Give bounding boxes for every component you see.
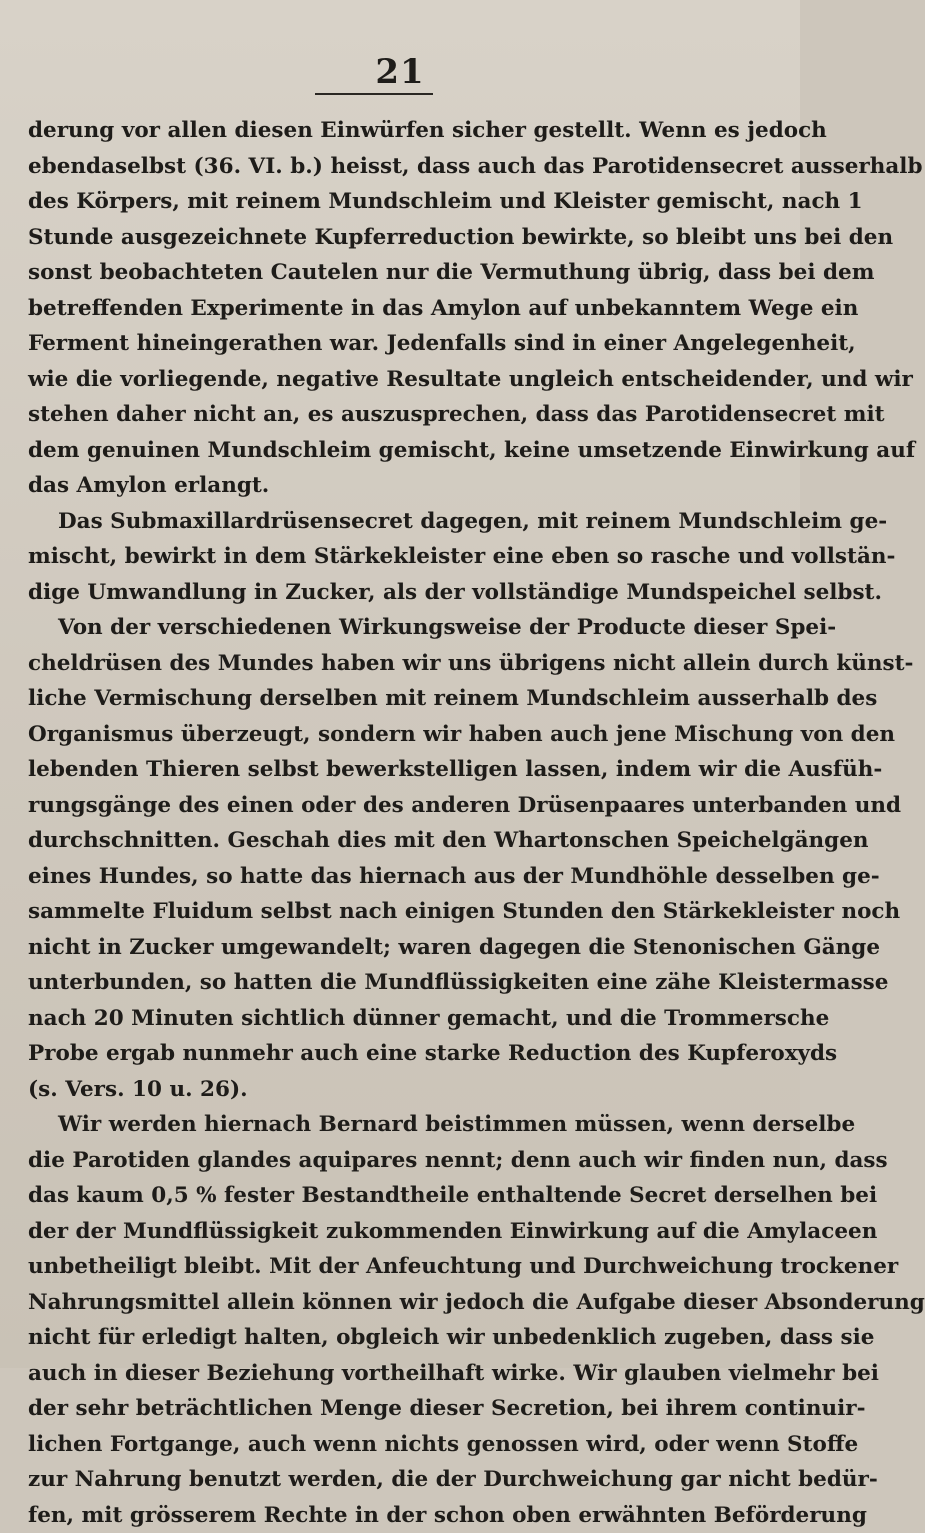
text-line: Stunde ausgezeichnete Kupferreduction bewirkte, so bleibt uns bei den	[28, 220, 794, 256]
text-line: (s. Vers. 10 u. 26).	[28, 1072, 794, 1108]
text-line: unterbunden, so hatten die Mundflüssigkeiten eine zähe Kleistermasse	[28, 965, 794, 1001]
text-line: des Körpers, mit reinem Mundschleim und Kleister gemischt, nach 1	[28, 184, 794, 220]
text-line: nicht in Zucker umgewandelt; waren dagegen die Stenonischen Gänge	[28, 930, 794, 966]
text-line: das Amylon erlangt.	[28, 468, 794, 504]
text-line: cheldrüsen des Mundes haben wir uns übrigens nicht allein durch künst-	[28, 646, 794, 682]
text-line: derung vor allen diesen Einwürfen sicher gestellt. Wenn es jedoch	[28, 113, 794, 149]
text-line: auch in dieser Beziehung vortheilhaft wirke. Wir glauben vielmehr bei	[28, 1356, 794, 1392]
text-line: unbetheiligt bleibt. Mit der Anfeuchtung und Durchweichung trockener	[28, 1249, 794, 1285]
body-text	[28, 113, 794, 1533]
text-line: Organismus überzeugt, sondern wir haben auch jene Mischung von den	[28, 717, 794, 753]
text-line: Von der verschiedenen Wirkungsweise der Producte dieser Spei-	[28, 610, 794, 646]
text-line: liche Vermischung derselben mit reinem Mundschleim ausserhalb des	[28, 681, 794, 717]
text-line: nicht für erledigt halten, obgleich wir unbedenklich zugeben, dass sie	[28, 1320, 794, 1356]
text-line: stehen daher nicht an, es auszusprechen, dass das Parotidensecret mit	[28, 397, 794, 433]
text-line: lichen Fortgange, auch wenn nichts genossen wird, oder wenn Stoffe	[28, 1427, 794, 1463]
text-line: betreffenden Experimente in das Amylon auf unbekanntem Wege ein	[28, 291, 794, 327]
text-line: rungsgänge des einen oder des anderen Drüsenpaares unterbanden und	[28, 788, 794, 824]
text-line: ebendaselbst (36. VI. b.) heisst, dass auch das Parotidensecret ausserhalb	[28, 149, 794, 185]
text-line: sammelte Fluidum selbst nach einigen Stunden den Stärkekleister noch	[28, 894, 794, 930]
text-line: dige Umwandlung in Zucker, als der vollständige Mundspeichel selbst.	[28, 575, 794, 611]
text-line: der der Mundflüssigkeit zukommenden Einwirkung auf die Amylaceen	[28, 1214, 794, 1250]
text-line: die Parotiden glandes aquipares nennt; denn auch wir finden nun, dass	[28, 1143, 794, 1179]
text-line: eines Hundes, so hatte das hiernach aus der Mundhöhle desselben ge-	[28, 859, 794, 895]
text-line: Das Submaxillardrüsensecret dagegen, mit reinem Mundschleim ge-	[28, 504, 794, 540]
text-line: dem genuinen Mundschleim gemischt, keine umsetzende Einwirkung auf	[28, 433, 794, 469]
text-line: lebenden Thieren selbst bewerkstelligen lassen, indem wir die Ausfüh-	[28, 752, 794, 788]
text-line: Probe ergab nunmehr auch eine starke Reduction des Kupferoxyds	[28, 1036, 794, 1072]
text-line: mischt, bewirkt in dem Stärkekleister eine eben so rasche und vollstän-	[28, 539, 794, 575]
text-line: nach 20 Minuten sichtlich dünner gemacht, und die Trommersche	[28, 1001, 794, 1037]
text-line: der sehr beträchtlichen Menge dieser Secretion, bei ihrem continuir-	[28, 1391, 794, 1427]
text-line: Ferment hineingerathen war. Jedenfalls sind in einer Angelegenheit,	[28, 326, 794, 362]
page-number: 21	[0, 52, 800, 92]
text-line: zur Nahrung benutzt werden, die der Durchweichung gar nicht bedür-	[28, 1462, 794, 1498]
text-line: fen, mit grösserem Rechte in der schon oben erwähnten Beförderung	[28, 1498, 794, 1533]
text-line: das kaum 0,5 % fester Bestandtheile enthaltende Secret derselhen bei	[28, 1178, 794, 1214]
text-line: sonst beobachteten Cautelen nur die Vermuthung übrig, dass bei dem	[28, 255, 794, 291]
text-line: Nahrungsmittel allein können wir jedoch die Aufgabe dieser Absonderung	[28, 1285, 794, 1321]
text-line: durchschnitten. Geschah dies mit den Whartonschen Speichelgängen	[28, 823, 794, 859]
text-line: Wir werden hiernach Bernard beistimmen müssen, wenn derselbe	[28, 1107, 794, 1143]
header-rule	[315, 93, 433, 95]
text-line: wie die vorliegende, negative Resultate ungleich entscheidender, und wir	[28, 362, 794, 398]
